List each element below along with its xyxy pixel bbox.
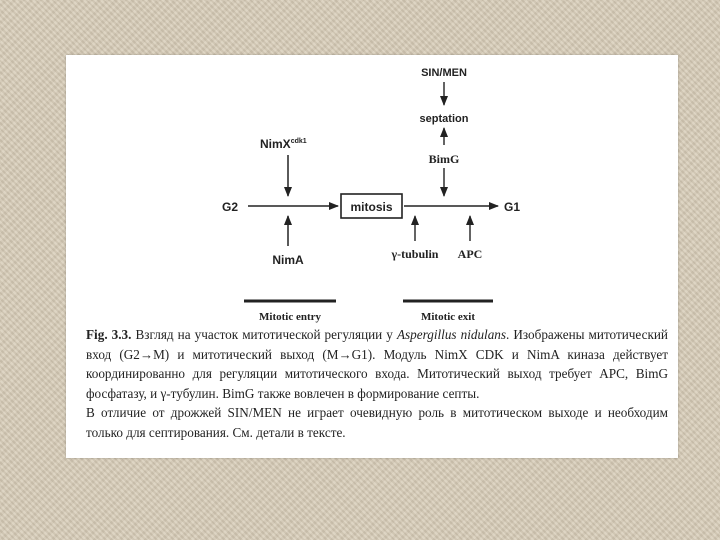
mitosis-label: mitosis: [350, 200, 393, 214]
apc-label: APC: [457, 247, 483, 261]
mitotic-entry-label: Mitotic entry: [259, 311, 321, 323]
mitotic-regulation-diagram: [66, 55, 678, 325]
nimx-main: NimX: [260, 137, 291, 151]
caption-text-a: Взгляд на участок митотической регуляции у: [131, 327, 397, 342]
species-name: Aspergillus nidulans: [396, 327, 507, 342]
nimx-superscript: cdk1: [290, 138, 307, 145]
slide-figure: [66, 55, 678, 458]
mitotic-exit-label: Mitotic exit: [420, 311, 476, 323]
septation-label: septation: [419, 113, 469, 125]
caption-paragraph-2: В отличие от дрожжей SIN/MEN не играет очевидную роль в митотическом выходе и необходим только для септирования. См. детали в тексте.: [86, 405, 668, 440]
g1-label: G1: [504, 200, 521, 214]
figure-caption: [86, 325, 668, 442]
figure-number: Fig. 3.3.: [86, 327, 132, 342]
nima-label: NimA: [272, 253, 304, 267]
sin-men-label: SIN/MEN: [421, 67, 467, 79]
bimg-label: BimG: [428, 152, 460, 166]
gamma-tubulin-label: γ-tubulin: [391, 247, 439, 261]
nimx-label: [260, 137, 307, 151]
caption-text-b: . Изображены митотический вход (G2→M) и митотический выход (M→G1). Модуль NimX CDK и NimA киназа действует координированно для регуляции митотического входа. Митотический выход требует APC, BimG фосфатазу, и γ-тубулин. BimG также вовлечен в формирование септы.: [86, 327, 668, 401]
caption-paragraph-1: [86, 325, 668, 403]
g2-label: G2: [222, 200, 239, 214]
